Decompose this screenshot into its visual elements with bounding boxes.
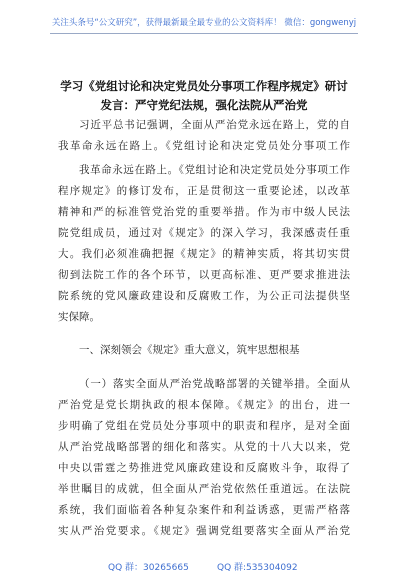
- paragraph-2-line: 我革命永远在路上。《党组讨论和决定党员处分事项工作: [79, 164, 350, 176]
- header-divider: [50, 33, 358, 34]
- footer-qq-group-1: QQ 群：30265665: [108, 563, 189, 573]
- paragraph-3-line: 从严治党战略部署的细化和落实。从党的十八大以来，党: [58, 441, 350, 453]
- paragraph-3-line: 举世瞩目的成就，但全面从严治党依然任重道远。在法院: [58, 483, 350, 495]
- paragraph-3-line: 严治党是党长期执政的根本保障。《规定》的出台，进一: [58, 399, 350, 411]
- paragraph-3-line: 步明确了党组在党员处分事项中的职责和程序，是对全面: [58, 420, 350, 432]
- paragraph-2-line: 程序规定》的修订发布，正是贯彻这一重要论述，以改革: [58, 185, 350, 197]
- paragraph-3-line: （一）落实全面从严治党战略部署的关键举措。全面从: [79, 378, 350, 390]
- section-heading: 一、深刻领会《规定》重大意义，筑牢思想根基: [79, 344, 300, 356]
- paragraph-3-line: 实从严治党要求。《规定》强调党组要落实全面从严治党: [58, 525, 350, 537]
- paragraph-2-line: 大。我们必须准确把握《规定》的精神实质，将其切实贯: [58, 248, 350, 260]
- header-note: 关注头条号“公文研究”，获得最新最全最专业的公文资料库！ 微信：gongwenyj: [51, 18, 357, 28]
- paragraph-2-line: 精神和严的标准管党治党的重要举措。作为市中级人民法: [58, 206, 350, 218]
- paragraph-3-line: 中央以雷霆之势推进党风廉政建设和反腐败斗争，取得了: [58, 462, 350, 474]
- document-title-line-2: 发言：严守党纪法规，强化法院从严治党: [100, 98, 308, 112]
- footer-qq-group-2: QQ 群:535304092: [217, 563, 298, 573]
- paragraph-2-line: 彻到法院工作的各个环节，以更高标准、更严要求推进法: [58, 269, 350, 281]
- paragraph-2-line: 院系统的党风廉政建设和反腐败工作，为公正司法提供坚: [58, 290, 350, 302]
- paragraph-2-line: 实保障。: [58, 311, 100, 323]
- paragraph-1-line: 我革命永远在路上。《党组讨论和决定党员处分事项工作: [58, 140, 350, 152]
- paragraph-3-line: 系统，我们面临着各种复杂案件和利益诱惑，更需严格落: [58, 504, 350, 516]
- document-title-line-1: 学习《党组讨论和决定党员处分事项工作程序规定》研讨: [60, 79, 348, 93]
- paragraph-2-line: 院党组成员，通过对《规定》的深入学习，我深感责任重: [58, 227, 350, 239]
- paragraph-1-line: 习近平总书记强调，全面从严治党永远在路上，党的自: [79, 119, 350, 131]
